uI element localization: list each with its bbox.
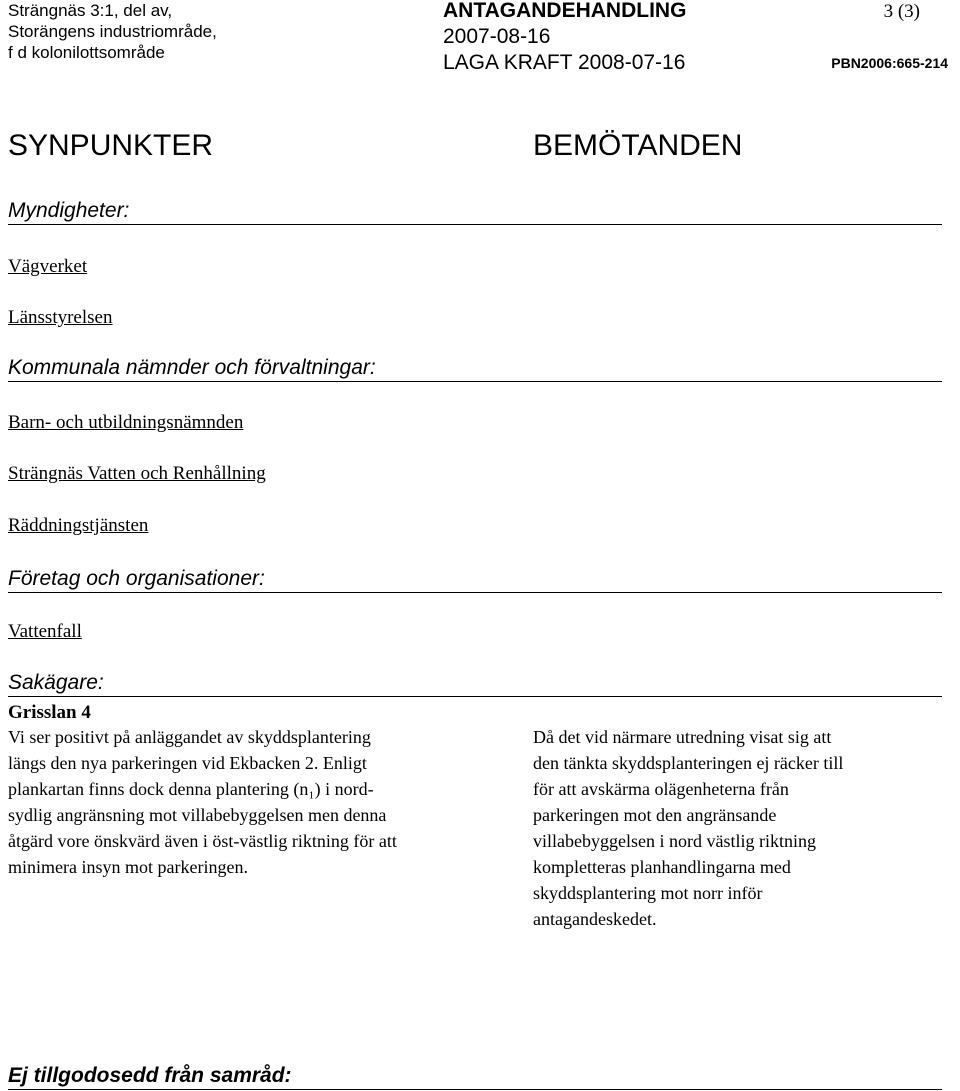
synpunkt-line: sydlig angränsning mot villabebyggelsen men denna bbox=[8, 805, 387, 825]
header-location-line-2: Storängens industriområde, bbox=[8, 22, 217, 41]
bemotande-line: för att avskärma olägenheterna från bbox=[533, 779, 789, 799]
section-ej-tillgodosedd bbox=[8, 1063, 942, 1090]
synpunkt-paragraph bbox=[8, 724, 397, 880]
header-date: 2007-08-16 bbox=[443, 25, 551, 48]
synpunkt-line: längs den nya parkeringen vid Ekbacken 2. Enligt bbox=[8, 753, 367, 773]
entry-grisslan-4: Grisslan 4 bbox=[8, 702, 91, 723]
entry-vagverket: Vägverket bbox=[8, 256, 88, 277]
section-myndigheter-label: Myndigheter: bbox=[8, 199, 130, 222]
entry-vatten-renhallning: Strängnäs Vatten och Renhållning bbox=[8, 463, 266, 484]
entry-raddningstjansten: Räddningstjänsten bbox=[8, 515, 149, 536]
section-kommunala-label: Kommunala nämnder och förvaltningar: bbox=[8, 356, 376, 379]
synpunkt-line: Vi ser positivt på anläggandet av skyddsplantering bbox=[8, 727, 371, 747]
section-myndigheter bbox=[8, 198, 942, 225]
bemotande-line: villabebyggelsen i nord västlig riktning bbox=[533, 831, 816, 851]
bemotande-line: Då det vid närmare utredning visat sig att bbox=[533, 727, 832, 747]
section-foretag bbox=[8, 566, 942, 593]
entry-barn-utbildning: Barn- och utbildningsnämnden bbox=[8, 412, 244, 433]
section-kommunala bbox=[8, 355, 942, 382]
section-ej-tillgodosedd-label: Ej tillgodosedd från samråd: bbox=[8, 1064, 292, 1087]
section-sakagare bbox=[8, 670, 942, 697]
bemotande-line: antagandeskedet. bbox=[533, 909, 657, 929]
header-laga-kraft: LAGA KRAFT 2008-07-16 bbox=[443, 51, 686, 74]
bemotande-paragraph bbox=[533, 724, 843, 932]
synpunkt-line: minimera insyn mot parkeringen. bbox=[8, 857, 248, 877]
header-reference: PBN2006:665-214 bbox=[831, 55, 948, 71]
section-sakagare-label: Sakägare: bbox=[8, 671, 104, 694]
bemotande-line: den tänkta skyddsplanteringen ej räcker till bbox=[533, 753, 844, 773]
entry-vattenfall: Vattenfall bbox=[8, 621, 82, 642]
synpunkt-line: åtgärd vore önskvärd även i öst-västlig riktning för att bbox=[8, 831, 397, 851]
header-doc-type: ANTAGANDEHANDLING bbox=[443, 0, 687, 22]
synpunkt-line: plankartan finns dock denna plantering (n₁) i nord- bbox=[8, 779, 374, 799]
header-location-line-1: Strängnäs 3:1, del av, bbox=[8, 1, 173, 20]
header-location-line-3: f d kolonilottsområde bbox=[8, 43, 165, 62]
bemotande-line: kompletteras planhandlingarna med bbox=[533, 857, 791, 877]
bemotande-line: parkeringen mot den angränsande bbox=[533, 805, 777, 825]
page-number: 3 (3) bbox=[883, 1, 920, 22]
entry-lansstyrelsen: Länsstyrelsen bbox=[8, 307, 113, 328]
section-foretag-label: Företag och organisationer: bbox=[8, 567, 265, 590]
column-heading-synpunkter: SYNPUNKTER bbox=[8, 129, 214, 162]
bemotande-line: skyddsplantering mot norr inför bbox=[533, 883, 763, 903]
column-heading-bemotanden: BEMÖTANDEN bbox=[533, 129, 743, 162]
